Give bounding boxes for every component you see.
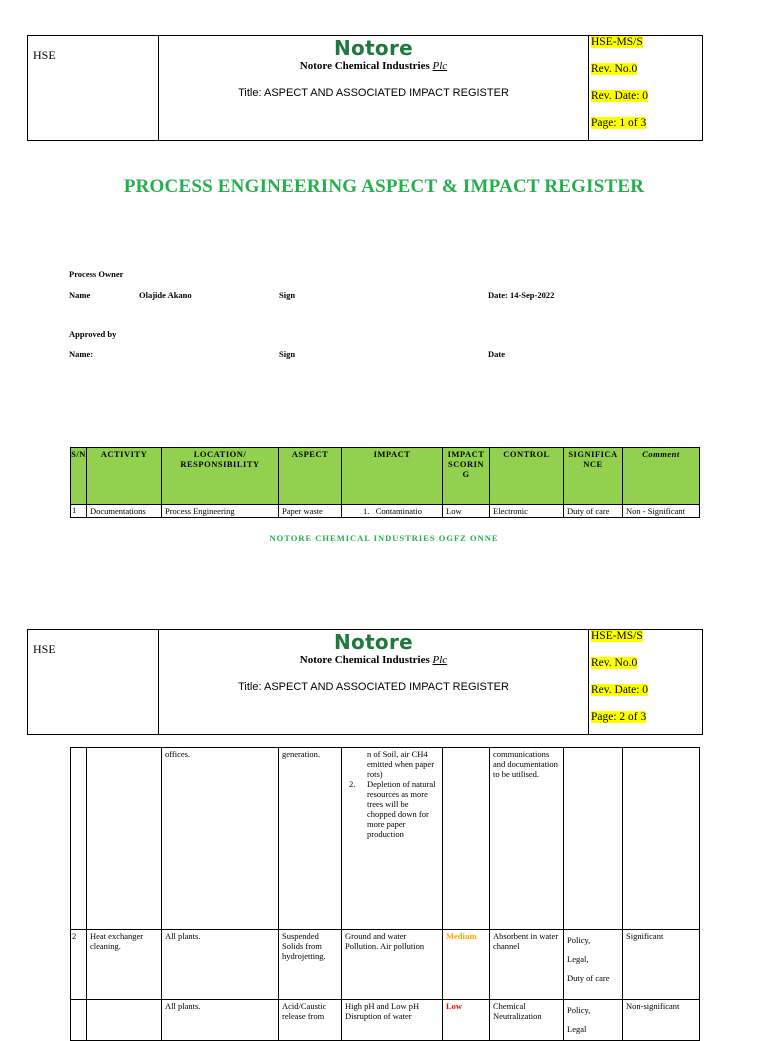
document-title: Title: ASPECT AND ASSOCIATED IMPACT REGISTER — [238, 87, 509, 99]
register-table-continued — [70, 747, 700, 1041]
cell-sn: 1 — [71, 505, 87, 518]
page-number: Page: 2 of 3 — [591, 711, 647, 723]
cell-significance: Policy, Legal — [564, 1000, 623, 1041]
document-title: Title: ASPECT AND ASSOCIATED IMPACT REGISTER — [238, 681, 509, 693]
table-row — [71, 505, 700, 518]
col-header-sn: S/N — [71, 448, 87, 505]
cell-activity — [87, 1000, 162, 1041]
cell-impact: 1. Contaminatio — [342, 505, 443, 518]
cell-sn: 2 — [71, 930, 87, 1000]
cell-scoring — [443, 1000, 490, 1041]
impact-list — [345, 749, 439, 839]
cell-impact: Ground and water Pollution. Air pollution — [342, 930, 443, 1000]
cell-control: Electronic — [490, 505, 564, 518]
table-row — [71, 748, 700, 930]
header-meta-cell — [589, 36, 703, 140]
col-header-impact: IMPACT — [342, 448, 443, 505]
dept-label: HSE — [33, 48, 56, 62]
cell-location: offices. — [162, 748, 279, 930]
table-row — [71, 930, 700, 1000]
rev-no: Rev. No.0 — [591, 63, 638, 75]
col-header-comment: Comment — [623, 448, 700, 505]
cell-sn — [71, 748, 87, 930]
col-header-control: CONTROL — [490, 448, 564, 505]
table-row — [71, 1000, 700, 1041]
col-header-impact-scoring: IMPACT SCORING — [443, 448, 490, 505]
cell-impact: High pH and Low pH Disruption of water — [342, 1000, 443, 1041]
cell-control: communications and documentation to be utilised. — [490, 748, 564, 930]
doc-code: HSE-MS/S — [591, 630, 643, 642]
company-suffix: Plc — [432, 654, 448, 666]
cell-scoring — [443, 748, 490, 930]
scoring-medium: Medium — [446, 931, 477, 941]
register-table — [70, 447, 700, 518]
cell-location: Process Engineering — [162, 505, 279, 518]
cell-aspect: Paper waste — [279, 505, 342, 518]
document-header-page-2 — [27, 629, 703, 735]
col-header-location: LOCATION/ RESPONSIBILITY — [162, 448, 279, 505]
cell-location: All plants. — [162, 930, 279, 1000]
rev-date: Rev. Date: 0 — [591, 684, 649, 696]
company-name: Notore Chemical Industries Plc — [299, 654, 448, 666]
owner-date: Date: 14-Sep-2022 — [488, 290, 555, 300]
owner-sign-label: Sign — [279, 290, 296, 300]
approver-sign-label: Sign — [279, 349, 296, 359]
cell-comment: Non - Significant — [623, 505, 700, 518]
cell-location: All plants. — [162, 1000, 279, 1041]
cell-comment: Non-significant — [623, 1000, 700, 1041]
cell-activity — [87, 748, 162, 930]
approver-date-label: Date — [488, 349, 505, 359]
cell-scoring: Low — [443, 505, 490, 518]
company-suffix: Plc — [432, 60, 448, 72]
cell-control: Absorbent in water channel — [490, 930, 564, 1000]
header-dept-cell — [28, 36, 159, 140]
col-header-aspect: ASPECT — [279, 448, 342, 505]
notore-logo: Notore — [333, 630, 413, 654]
doc-code: HSE-MS/S — [591, 36, 643, 48]
cell-activity: Documentations — [87, 505, 162, 518]
owner-name-label: Name — [69, 290, 91, 300]
approved-by-label: Approved by — [69, 329, 117, 339]
document-header-page-1 — [27, 35, 703, 141]
cell-significance — [564, 748, 623, 930]
dept-label: HSE — [33, 642, 56, 656]
page-number: Page: 1 of 3 — [591, 117, 647, 129]
cell-activity: Heat exchanger cleaning. — [87, 930, 162, 1000]
process-owner-label: Process Owner — [69, 269, 124, 279]
cell-control: Chemical Neutralization — [490, 1000, 564, 1041]
header-title-cell — [159, 630, 589, 734]
register-heading: PROCESS ENGINEERING ASPECT & IMPACT REGISTER — [123, 176, 645, 197]
header-dept-cell — [28, 630, 159, 734]
list-item: 2. Depletion of natural resources as more trees will be chopped down for more paper production — [349, 779, 436, 839]
col-header-activity: ACTIVITY — [87, 448, 162, 505]
cell-significance: Duty of care — [564, 505, 623, 518]
cell-comment: Significant — [623, 930, 700, 1000]
owner-name-value: Olajide Akano — [139, 290, 192, 300]
cell-impact — [342, 748, 443, 930]
page-footer: NOTORE CHEMICAL INDUSTRIES OGFZ ONNE — [269, 533, 499, 543]
cell-scoring — [443, 930, 490, 1000]
rev-no: Rev. No.0 — [591, 657, 638, 669]
header-meta-cell — [589, 630, 703, 734]
rev-date: Rev. Date: 0 — [591, 90, 649, 102]
cell-sn — [71, 1000, 87, 1041]
list-item: n of Soil, air CH4 emitted when paper rots) — [367, 749, 435, 779]
table-header-row — [71, 448, 700, 505]
approver-name-label: Name: — [69, 349, 94, 359]
scoring-low: Low — [446, 1001, 463, 1011]
header-title-cell — [159, 36, 589, 140]
cell-aspect: Suspended Solids from hydrojetting. — [279, 930, 342, 1000]
cell-significance: Policy, Legal, Duty of care — [564, 930, 623, 1000]
notore-logo: Notore — [333, 36, 413, 60]
cell-comment — [623, 748, 700, 930]
cell-aspect: generation. — [279, 748, 342, 930]
cell-aspect: Acid/Caustic release from — [279, 1000, 342, 1041]
col-header-significance: SIGNIFICANCE — [564, 448, 623, 505]
company-name: Notore Chemical Industries Plc — [299, 60, 448, 72]
